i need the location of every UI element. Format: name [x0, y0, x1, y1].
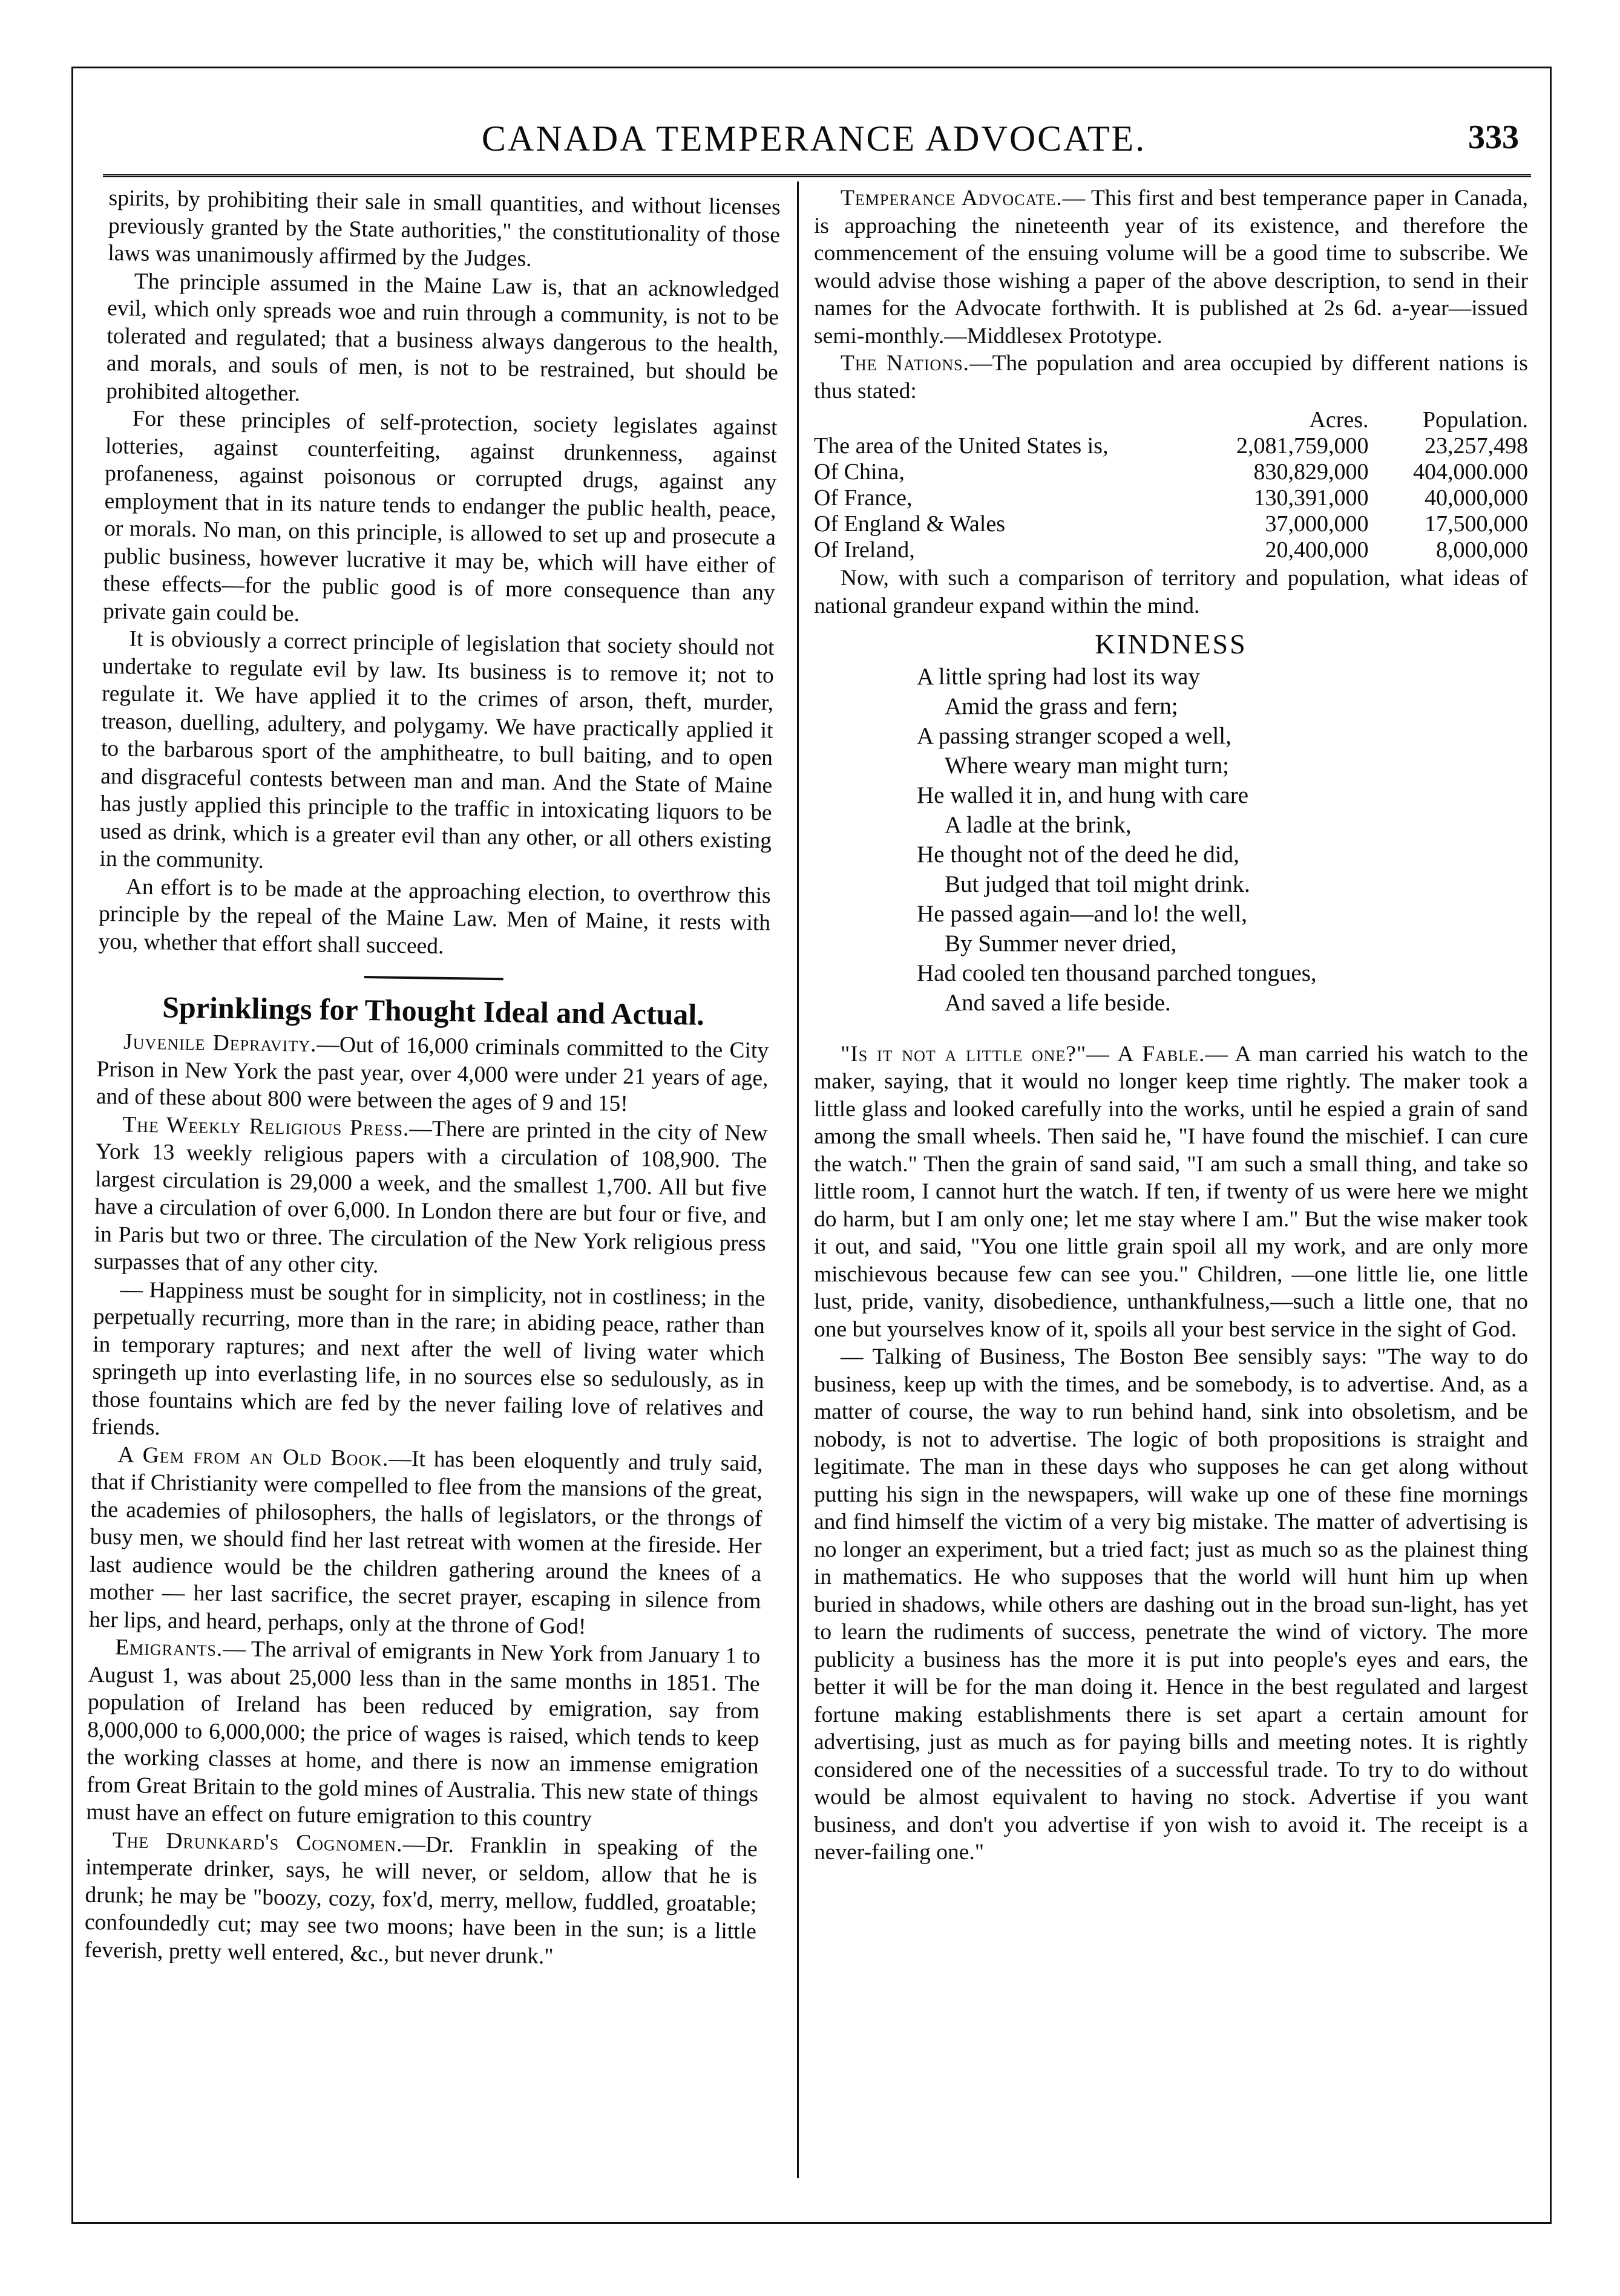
poem-line: But judged that toil might drink.	[945, 871, 1250, 897]
item-nations	[814, 350, 1528, 405]
item-text: — This first and best temperance paper in Canada, is approaching the nineteenth year of its existence, and therefore the commencement of the ensuing volume will be a good time to subscribe. We would advise those wishing a paper of the above description, to send in their names for the Advocate forthwith. It is published at 2s 6d. a-year—issued semi-monthly.—Middlesex Prototype.	[814, 186, 1528, 348]
nation-name: The area of the United States is,	[814, 433, 1109, 459]
article-paragraph: spirits, by prohibiting their sale in small quantities, and without licenses previously granted by the State authorities," the constitutionality of those laws was unanimously affirmed by the Judges.	[108, 185, 781, 272]
item-text: —The population and area occupied by different nations is thus stated:	[814, 351, 1528, 404]
item-lead: The Nations.	[841, 351, 969, 376]
table-row	[814, 459, 1528, 485]
nation-population: 17,500,000	[1425, 511, 1528, 537]
item-happiness	[91, 1275, 766, 1450]
item-text: —Dr. Franklin in speaking of the intemperate drinker, says, he will never, or seldom, allow that he is drunk; he may be "boozy, cozy, fox'd, merry, mellow, fuddled, groatable; confoundedly cut; may see two moons; have been in the sun; is a little feverish, pretty well entered, &c., but never drunk."	[84, 1831, 758, 1969]
item-juvenile-depravity	[96, 1028, 769, 1120]
right-column	[814, 185, 1528, 1866]
section-separator	[364, 976, 503, 980]
item-fable	[814, 1041, 1528, 1344]
item-lead: A Gem from an Old Book.	[117, 1442, 389, 1471]
nation-population: 8,000,000	[1436, 537, 1528, 563]
nations-closing: Now, with such a comparison of territory and population, what ideas of national grandeur expand within the mind.	[814, 566, 1528, 618]
poem-line: A little spring had lost its way	[917, 663, 1200, 690]
item-text: — Happiness must be sought for in simplicity, not in costliness; in the perpetually recurring, more than in the rare; in abiding peace, rather than in temporary raptures; and next after the well of living water which springeth up into everlasting life, in no sources else so sedulously, as in those fountains which are fed by the never failing love of relatives and friends.	[91, 1277, 766, 1441]
article-paragraph: For these principles of self-protection, society legislates against lotteries, against counterfeiting, against drunkenness, against profaneness, against poisonous or corrupted drugs, against any employment that in its nature tends to endanger the public health, peace, or morals. No man, on this principle, is allowed to set up and prosecute a public business, however lucrative it may be, which will have either of these effects—for the public good is of more consequence than any private gain could be.	[102, 406, 778, 626]
item-text: — A man carried his watch to the maker, saying, that it would no longer keep time rightly. The maker took a little glass and looked carefully into the works, until he espied a grain of sand among the small wheels. Then said he, "I have found the mischief. I can cure the watch." Then the grain of sand said, "I am such a small thing, and take so little room, I cannot hurt the watch. If ten, if twenty of us were here we might do harm, but I am only one; let me stay where I am." But the wise maker took it out, and said, "You one little grain spoil all my work, and are only more mischievous because few can see you." Children, —one little lie, one little lust, pride, vanity, disobedience, unthankfulness,—such a little one, that no one but yourselves know of it, spoils all your best service in the sight of God.	[814, 1041, 1528, 1342]
poem-line: He walled it in, and hung with care	[917, 782, 1248, 808]
item-business: — Talking of Business, The Boston Bee sensibly says: "The way to do business, keep up with the times, and be somebody, is to advertise. And, as a matter of course, the way to run behind hand, sink into obsoletism, and be nobody, is not to advertise. The logic of both propositions is straight and legitimate. The man in these days who supposes he can get along without putting his sign in the newspapers, will wake up one of these fine mornings and find himself the victim of a very big mistake. The matter of advertising is no longer an experiment, but a tried fact; just as much so as the plainest thing in mathematics. He who supposes that the world will hunt him up when buried in shadows, while others are dashing out in the broad sun-light, has yet to learn the rudiments of success, penetrate the wind of victory. The more publicity a business has the more it is put into people's eyes and ears, the better it will be for the man doing it. Hence in the best regulated and largest fortune making establishments there is set apart a certain amount for advertising, just as much as for paying bills and meeting notes. It is rightly considered one of the necessities of a successful trade. To try to do without would be almost equivalent to having no stock. Advertise if you want business, and don't you advertise if yon wish to avoid it. The receipt is a never-failing one."	[814, 1344, 1528, 1865]
item-emigrants	[86, 1634, 760, 1836]
left-column	[84, 185, 781, 1973]
nation-acres: 830,829,000	[1253, 459, 1369, 485]
article-paragraph: It is obviously a correct principle of legislation that society should not undertake to regulate evil by law. Its business is to remove it; not to regulate it. We have applied it to the crimes of arson, theft, murder, treason, duelling, adultery, and polygamy. We have practically applied it to the barbarous sport of the amphitheatre, to bull baiting, and to open and disgraceful contests between man and man. And the State of Maine has justly applied this principle to the traffic in intoxicating liquors to be used as drink, which is a greater evil than any other, or all others existing in the community.	[99, 626, 775, 874]
item-text: —It has been eloquently and truly said, that if Christianity were compelled to flee from the mansions of the great, the academies of philosophers, the halls of legislators, or the throngs of busy men, we should find her last retreat with women at the fireside. Her last audience would be the children gathering around the knees of a mother — her last sacrifice, the secret prayer, escaping in silence from her lips, and heard, perhaps, only at the throne of God!	[88, 1446, 763, 1639]
column-header-population: Population.	[1422, 407, 1528, 433]
poem-line: Amid the grass and fern;	[945, 693, 1178, 719]
nation-name: Of England & Wales	[814, 511, 1006, 537]
item-lead: Temperance Advocate.	[841, 186, 1063, 211]
item-weekly-religious-press	[94, 1110, 768, 1284]
table-row	[814, 433, 1528, 459]
section-title: Sprinklings for Thought Ideal and Actual.	[162, 990, 705, 1032]
poem-line: And saved a life beside.	[945, 989, 1171, 1016]
nation-acres: 2,081,759,000	[1236, 433, 1369, 459]
table-row	[814, 537, 1528, 563]
poem-title: KINDNESS	[1095, 629, 1247, 659]
nation-population: 404,000.000	[1413, 459, 1528, 485]
article-paragraph: An effort is to be made at the approaching election, to overthrow this principle by the repeal of the Maine Law. Men of Maine, it rests with you, whether that effort shall succeed.	[98, 874, 771, 959]
nation-acres: 37,000,000	[1265, 511, 1369, 537]
table-row	[814, 511, 1528, 537]
poem-line: He thought not of the deed he did,	[917, 841, 1239, 868]
table-header-row	[814, 407, 1528, 433]
item-drunkards-cognomen	[84, 1826, 758, 1973]
item-text: —There are printed in the city of New York 13 weekly religious papers with a circulation of 108,900. The largest circulation is 29,000 a week, and the smallest 1,700. All but five have a circulation of over 6,000. In London there are but four or five, and in Paris but two or three. The circulation of the New York religious press surpasses that of any other city.	[93, 1116, 768, 1278]
item-lead: Emigrants.	[114, 1635, 223, 1661]
page-number: 333	[1468, 119, 1519, 156]
nation-name: Of France,	[814, 485, 913, 511]
nation-name: Of China,	[814, 459, 905, 485]
header-rule	[103, 174, 1531, 177]
item-text: — The arrival of emigrants in New York from January 1 to August 1, was about 25,000 less than in the same months in 1851. The population of Ireland has been reduced by emigration, say from 8,000,000 to 6,000,000; the price of wages is raised, which tends to keep the working classes at home, and there is now an immense emigration from Great Britain to the gold mines of Australia. This new state of things must have an effect on future emigration to this country	[86, 1636, 761, 1832]
item-text: —Out of 16,000 criminals committed to the City Prison in New York the past year, over 4,000 were under 21 years of age, and of these about 800 were between the ages of 9 and 15!	[96, 1032, 769, 1117]
item-gem-old-book	[89, 1441, 763, 1643]
nation-acres: 130,391,000	[1253, 485, 1369, 511]
poem-line: A ladle at the brink,	[945, 811, 1132, 838]
poem-line: By Summer never dried,	[945, 930, 1177, 957]
nations-table	[814, 407, 1528, 563]
article-paragraph: The principle assumed in the Maine Law is, that an acknowledged evil, which only spreads woe and ruin through a community, is not to be tolerated and regulated; that a business always dangerous to the health, and morals, and souls of men, is not to be restrained, but should be prohibited altogether.	[105, 269, 779, 406]
column-header-acres: Acres.	[1309, 407, 1369, 433]
poem-line: Where weary man might turn;	[945, 752, 1229, 779]
poem-line: Had cooled ten thousand parched tongues,	[917, 960, 1317, 986]
nation-population: 23,257,498	[1425, 433, 1528, 459]
item-temperance-advocate	[814, 185, 1528, 350]
poem-kindness	[917, 662, 1528, 1018]
item-lead: "Is it not a little one?"— A Fable.	[841, 1041, 1205, 1067]
poem-line: A passing stranger scoped a well,	[917, 722, 1231, 749]
column-divider	[797, 182, 799, 2178]
page-header	[103, 118, 1525, 166]
spacer	[814, 1018, 1528, 1041]
newspaper-title: CANADA TEMPERANCE ADVOCATE.	[481, 119, 1147, 159]
nation-name: Of Ireland,	[814, 537, 915, 563]
poem-line: He passed again—and lo! the well,	[917, 900, 1247, 927]
nation-acres: 20,400,000	[1265, 537, 1369, 563]
item-lead: The Drunkard's Cognomen.	[112, 1827, 403, 1857]
item-lead: The Weekly Religious Press.	[122, 1111, 410, 1141]
nation-population: 40,000,000	[1425, 485, 1528, 511]
item-lead: Juvenile Depravity.	[123, 1029, 317, 1057]
table-row	[814, 485, 1528, 511]
